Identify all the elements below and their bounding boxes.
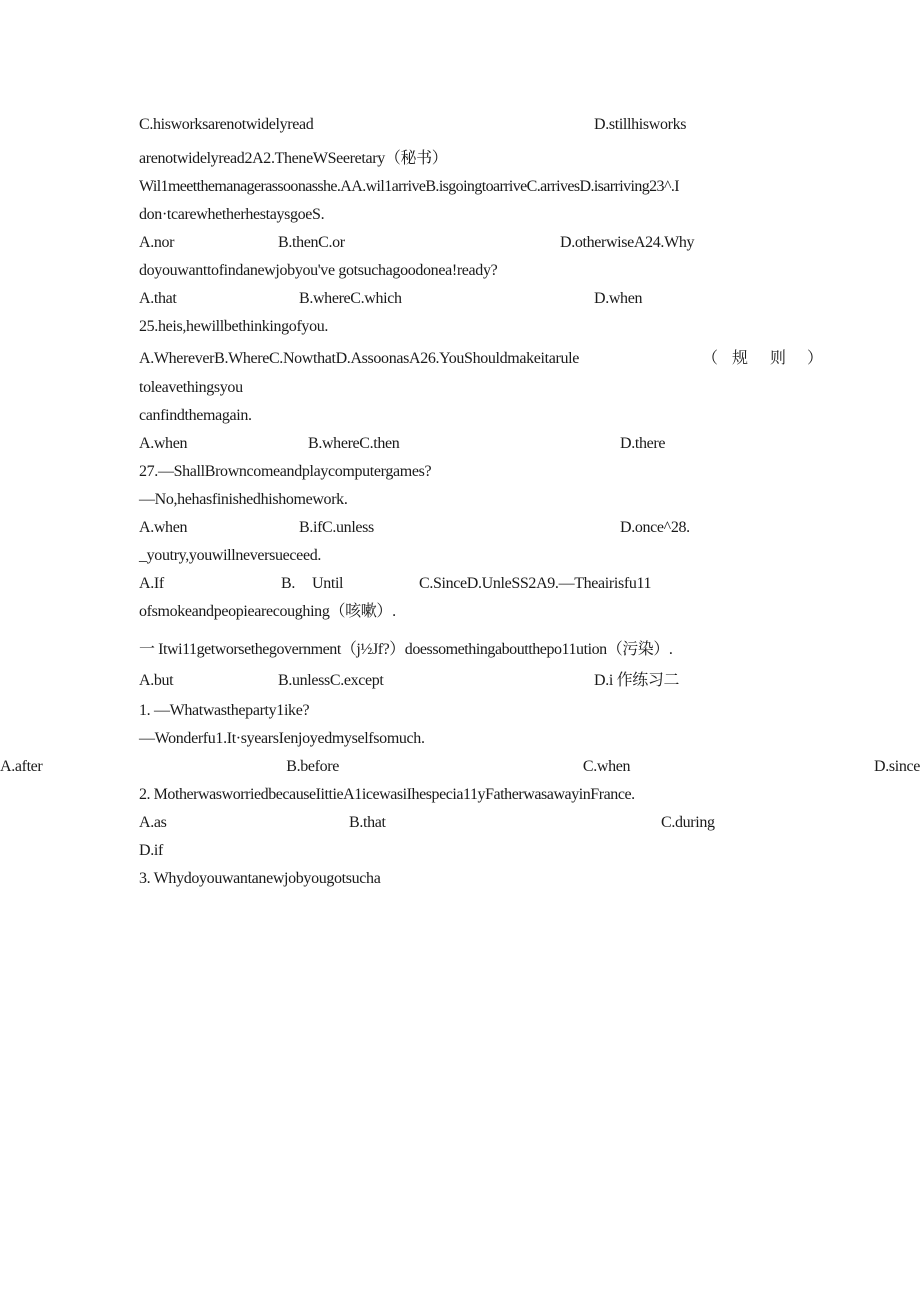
- options-text: A.WhereverB.WhereC.NowthatD.AssoonasA26.YouShouldmakeitarule: [139, 350, 579, 367]
- option-b-text: B.before: [286, 758, 340, 775]
- line-14: [139, 490, 824, 510]
- line-text: —Wonderfu1.It·syearsIenjoyedmyselfsomuch.: [139, 730, 425, 747]
- option-a-text: A.If: [139, 575, 164, 592]
- line-21: [139, 701, 824, 721]
- line-16: [139, 546, 824, 566]
- option-b-text: B.unlessC.except: [278, 672, 384, 689]
- option-d-text: D.otherwiseA24.Why: [560, 234, 695, 251]
- line-text: canfindthemagain.: [139, 407, 252, 424]
- line-text: —No,hehasfinishedhishomework.: [139, 491, 348, 508]
- line-1: [139, 115, 824, 135]
- line-18: [139, 602, 824, 622]
- line-text: Wil1meetthemanagerassoonasshe.AA.wil1arriveB.isgoingtoarriveC.arrivesD.isarriving23^.I: [139, 178, 679, 195]
- line-text: _youtry,youwillneversueceed.: [139, 547, 321, 564]
- line-text: toleavethingsyou: [139, 379, 243, 396]
- chinese-char: 则: [770, 350, 786, 367]
- line-17: [139, 574, 824, 594]
- option-a-text: A.that: [139, 290, 177, 307]
- option-c-text: C.during: [661, 814, 715, 831]
- line-26: [139, 841, 824, 861]
- line-22: [139, 729, 824, 749]
- line-text: 3. Whydoyouwantanewjobyougotsucha: [139, 870, 381, 887]
- line-text: arenotwidelyread2A2.TheneWSeeretary（秘书）: [139, 150, 448, 167]
- line-20: [139, 671, 824, 691]
- line-13: [139, 462, 824, 482]
- option-a-text: A.nor: [139, 234, 175, 251]
- option-a-text: A.as: [139, 814, 167, 831]
- line-text: 27.—ShallBrowncomeandplaycomputergames?: [139, 463, 432, 480]
- option-d-text: D.when: [594, 290, 643, 307]
- option-b-text: Until: [312, 575, 344, 592]
- line-6: [139, 261, 824, 281]
- line-text: 一 Itwi11getworsethegovernment（j½Jf?）doessomethingaboutthepo11ution（污染）.: [139, 641, 673, 658]
- option-d-text: D.stillhisworks: [594, 116, 687, 133]
- option-c-text: C.hisworksarenotwidelyread: [139, 116, 314, 133]
- line-3: [139, 177, 824, 197]
- line-text: 25.heis,hewillbethinkingofyou.: [139, 318, 329, 335]
- line-25: [139, 813, 824, 833]
- line-4: [139, 205, 824, 225]
- option-d-text: D.once^28.: [620, 519, 690, 536]
- bracket-close: ）: [807, 350, 823, 367]
- option-b-text: B.that: [349, 814, 386, 831]
- line-11: [139, 406, 824, 426]
- line-15: [139, 518, 824, 538]
- line-8: [139, 317, 824, 337]
- line-10: [139, 378, 824, 398]
- line-7: [139, 289, 824, 309]
- option-a-text: A.when: [139, 435, 188, 452]
- line-text: don·tcarewhetherhestaysgoeS.: [139, 206, 325, 223]
- option-b-text: B.whereC.which: [299, 290, 402, 307]
- option-b-text: B.ifC.unless: [299, 519, 374, 536]
- chinese-char: 规: [732, 350, 748, 367]
- option-d-text: D.if: [139, 842, 163, 859]
- line-19: [139, 640, 824, 660]
- line-5: [139, 233, 824, 253]
- option-a-text: A.after: [0, 758, 43, 775]
- option-d-text: D.i 作练习二: [594, 672, 680, 689]
- option-b-text: B.whereC.then: [308, 435, 400, 452]
- line-24: [139, 785, 824, 805]
- option-d-text: D.there: [620, 435, 666, 452]
- option-a-text: A.when: [139, 519, 188, 536]
- option-c-text: C.SinceD.UnleSS2A9.—Theairisfu11: [419, 575, 652, 592]
- line-text: 2. MotherwasworriedbecauseIittieA1icewasiIhespecia11yFatherwasawayinFrance.: [139, 786, 635, 803]
- option-b-label: B.: [281, 575, 295, 592]
- bracket-open: （: [702, 350, 718, 367]
- option-b-text: B.thenC.or: [278, 234, 345, 251]
- line-27: [139, 869, 824, 889]
- line-text: 1. —Whatwastheparty1ike?: [139, 702, 310, 719]
- option-d-text: D.since: [874, 758, 920, 775]
- line-23: [0, 757, 920, 777]
- line-12: [139, 434, 824, 454]
- line-9: [139, 349, 824, 369]
- option-c-text: C.when: [582, 758, 631, 775]
- line-2: [139, 149, 824, 169]
- option-a-text: A.but: [139, 672, 174, 689]
- line-text: ofsmokeandpeopiearecoughing（咳嗽）.: [139, 603, 396, 620]
- line-text: doyouwanttofindanewjobyou've gotsuchagoodonea!ready?: [139, 262, 498, 279]
